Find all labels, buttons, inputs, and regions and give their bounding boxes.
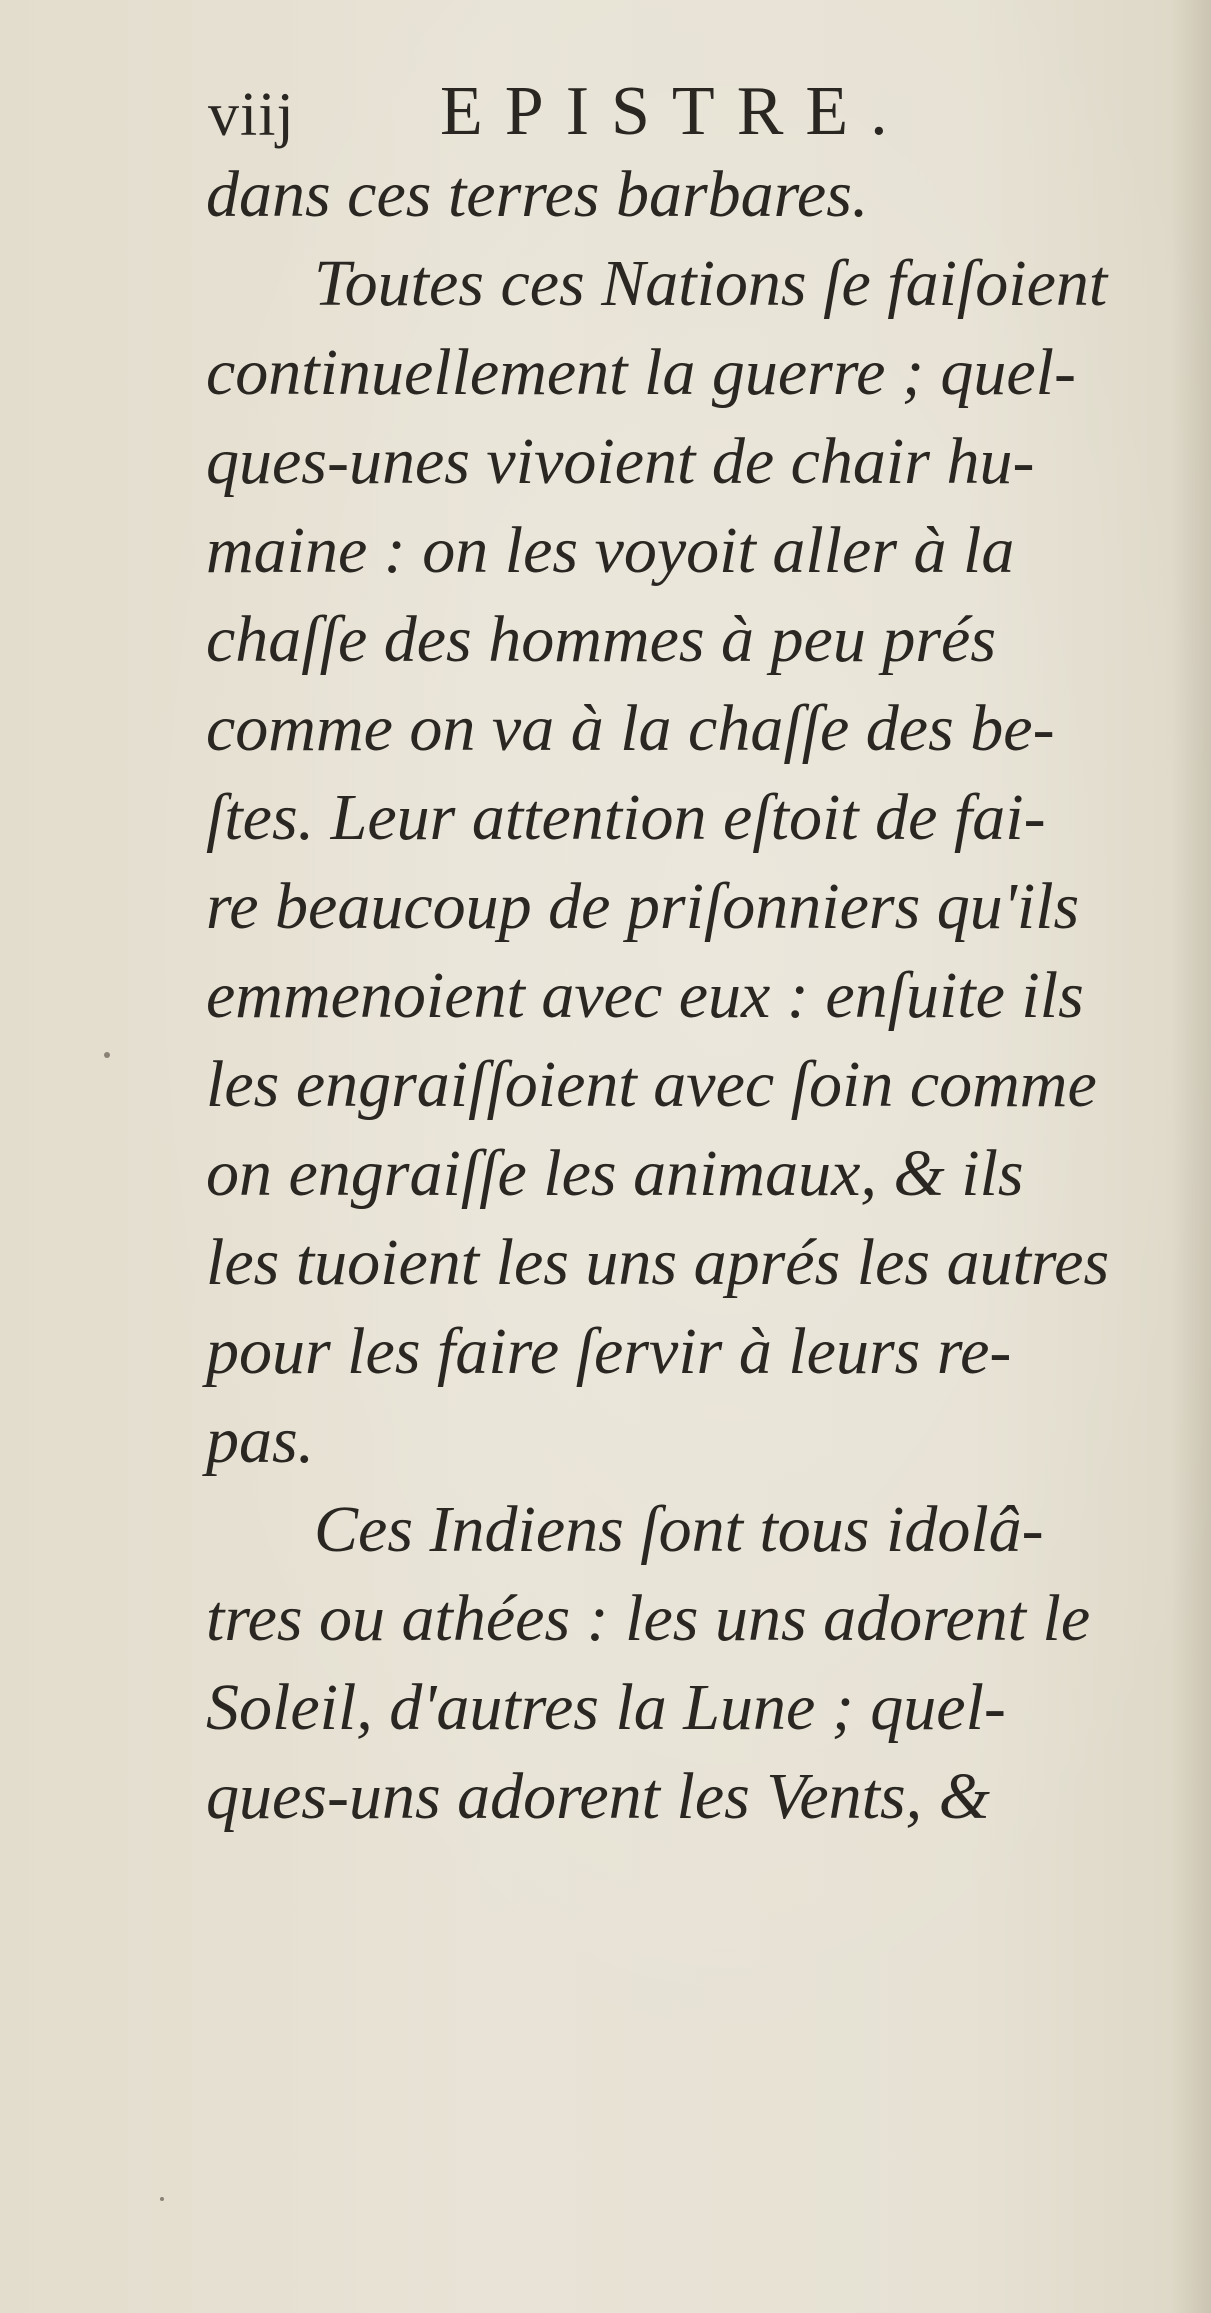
running-title: EPISTRE. [440,73,910,150]
text-line: pas. [206,1404,315,1477]
paper-speck [104,1052,110,1058]
body-text [206,150,1166,1841]
paragraph-start-line: Toutes ces Nations ſe faiſoient [314,247,1108,320]
text-line: dans ces terres barbares. [206,158,869,231]
text-line: maine : on les voyoit aller à la [206,514,1015,587]
text-line: les engraiſſoient avec ſoin comme [206,1048,1097,1121]
text-line: ſtes. Leur attention eſtoit de fai- [206,781,1046,854]
page-header [208,72,968,152]
text-line: emmenoient avec eux : enſuite ils [206,959,1084,1032]
paragraph-start-line: Ces Indiens ſont tous idolâ- [314,1493,1044,1566]
text-line: Soleil, d'autres la Lune ; quel- [206,1671,1006,1744]
text-line: on engraiſſe les animaux, & ils [206,1137,1024,1210]
text-line: chaſſe des hommes à peu prés [206,603,997,676]
text-line: tres ou athées : les uns adorent le [206,1582,1091,1655]
text-line: les tuoient les uns aprés les autres [206,1226,1110,1299]
page-number: viij [208,81,295,149]
text-line: pour les faire ſervir à leurs re- [206,1315,1012,1388]
page-edge-shadow [1171,0,1211,2313]
paper-speck [160,2197,164,2201]
text-line: comme on va à la chaſſe des be- [206,692,1055,765]
text-line: re beaucoup de priſonniers qu'ils [206,870,1080,943]
text-line: ques-unes vivoient de chair hu- [206,425,1035,498]
text-line: ques-uns adorent les Vents, & [206,1760,990,1833]
text-line: continuellement la guerre ; quel- [206,336,1076,409]
